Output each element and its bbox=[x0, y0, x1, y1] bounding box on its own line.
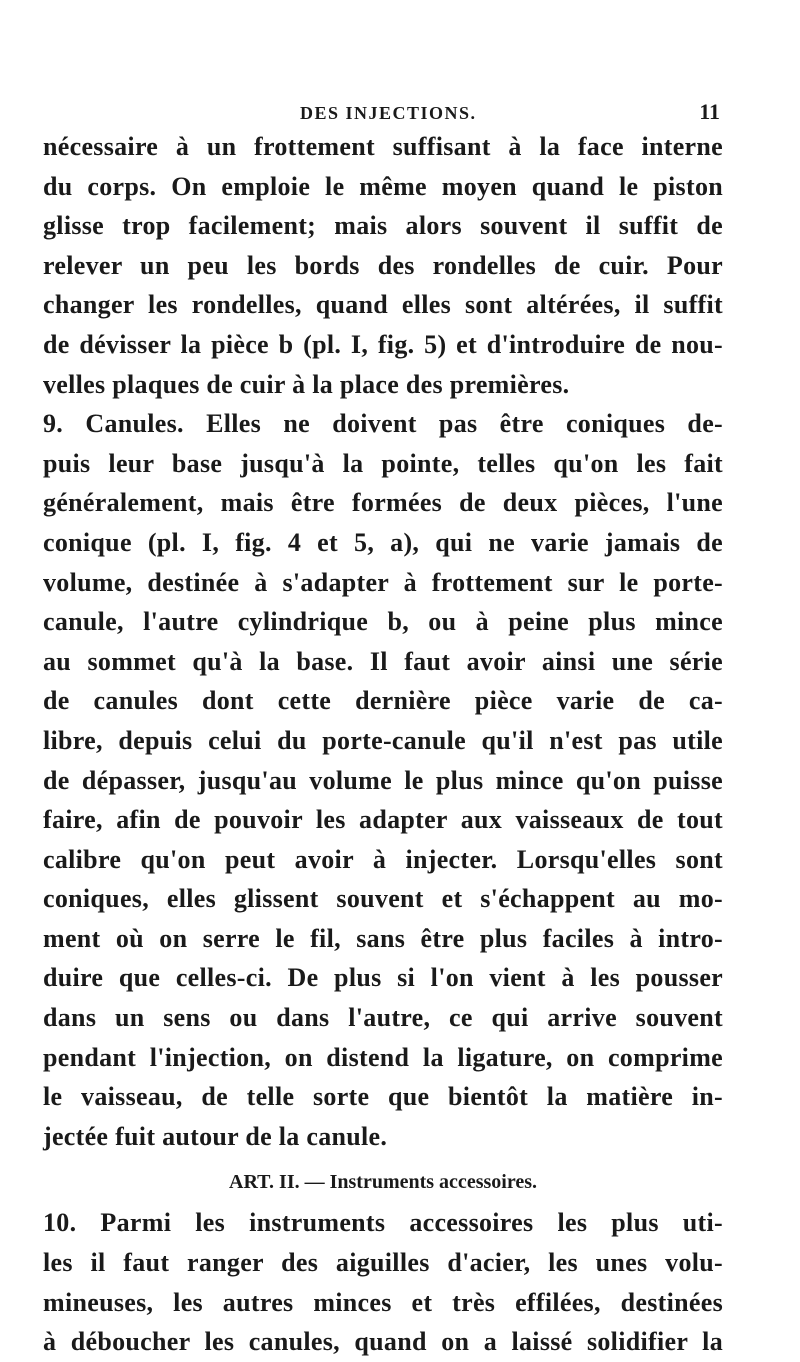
running-title: DES INJECTIONS. bbox=[300, 103, 477, 123]
running-head bbox=[255, 99, 720, 129]
text-line: changer les rondelles, quand elles sont altérées, il suffit bbox=[43, 290, 723, 320]
text-line: de dévisser la pièce b (pl. I, fig. 5) et d'introduire de nou- bbox=[43, 329, 723, 359]
text-line: les il faut ranger des aiguilles d'acier, les unes volu- bbox=[43, 1248, 723, 1278]
text-line: glisse trop facilement; mais alors souvent il suffit de bbox=[43, 211, 723, 241]
text-line: dans un sens ou dans l'autre, ce qui arrive souvent bbox=[43, 1003, 723, 1033]
text-line: canule, l'autre cylindrique b, ou à peine plus mince bbox=[43, 607, 723, 637]
text-line: libre, depuis celui du porte-canule qu'il n'est pas utile bbox=[43, 725, 723, 755]
text-line: de dépasser, jusqu'au volume le plus mince qu'on puisse bbox=[43, 765, 723, 795]
text-line: relever un peu les bords des rondelles de cuir. Pour bbox=[43, 250, 723, 280]
text-line: de canules dont cette dernière pièce varie de ca- bbox=[43, 686, 723, 716]
text-line: au sommet qu'à la base. Il faut avoir ainsi une série bbox=[43, 646, 723, 676]
text-line: jectée fuit autour de la canule. bbox=[43, 1121, 388, 1151]
text-line: puis leur base jusqu'à la pointe, telles qu'on les fait bbox=[43, 448, 723, 478]
text-line: du corps. On emploie le même moyen quand le piston bbox=[43, 171, 723, 201]
text-line: pendant l'injection, on distend la ligature, on comprime bbox=[43, 1042, 723, 1072]
text-line: généralement, mais être formées de deux pièces, l'une bbox=[43, 488, 723, 518]
section-heading: ART. II. — Instruments accessoires. bbox=[229, 1171, 537, 1194]
text-line: ment où on serre le fil, sans être plus faciles à intro- bbox=[43, 923, 723, 953]
text-line: velles plaques de cuir à la place des premières. bbox=[43, 369, 570, 399]
text-line: le vaisseau, de telle sorte que bientôt la matière in- bbox=[43, 1082, 723, 1112]
text-line: duire que celles-ci. De plus si l'on vient à les pousser bbox=[43, 963, 723, 993]
body-text bbox=[43, 127, 723, 1362]
text-line: faire, afin de pouvoir les adapter aux vaisseaux de tout bbox=[43, 805, 723, 835]
text-line: volume, destinée à s'adapter à frottement sur le porte- bbox=[43, 567, 723, 597]
text-line: à déboucher les canules, quand on a laissé solidifier la bbox=[43, 1327, 723, 1357]
page-number: 11 bbox=[699, 99, 720, 124]
text-line: 10. Parmi les instruments accessoires les plus uti- bbox=[43, 1208, 723, 1238]
text-line: conique (pl. I, fig. 4 et 5, a), qui ne varie jamais de bbox=[43, 527, 723, 557]
text-line: calibre qu'on peut avoir à injecter. Lorsqu'elles sont bbox=[43, 844, 723, 874]
text-line: coniques, elles glissent souvent et s'échappent au mo- bbox=[43, 884, 723, 914]
text-line: 9. Canules. Elles ne doivent pas être coniques de- bbox=[43, 409, 723, 439]
text-line: nécessaire à un frottement suffisant à la face interne bbox=[43, 132, 723, 161]
text-line: mineuses, les autres minces et très effilées, destinées bbox=[43, 1287, 723, 1317]
